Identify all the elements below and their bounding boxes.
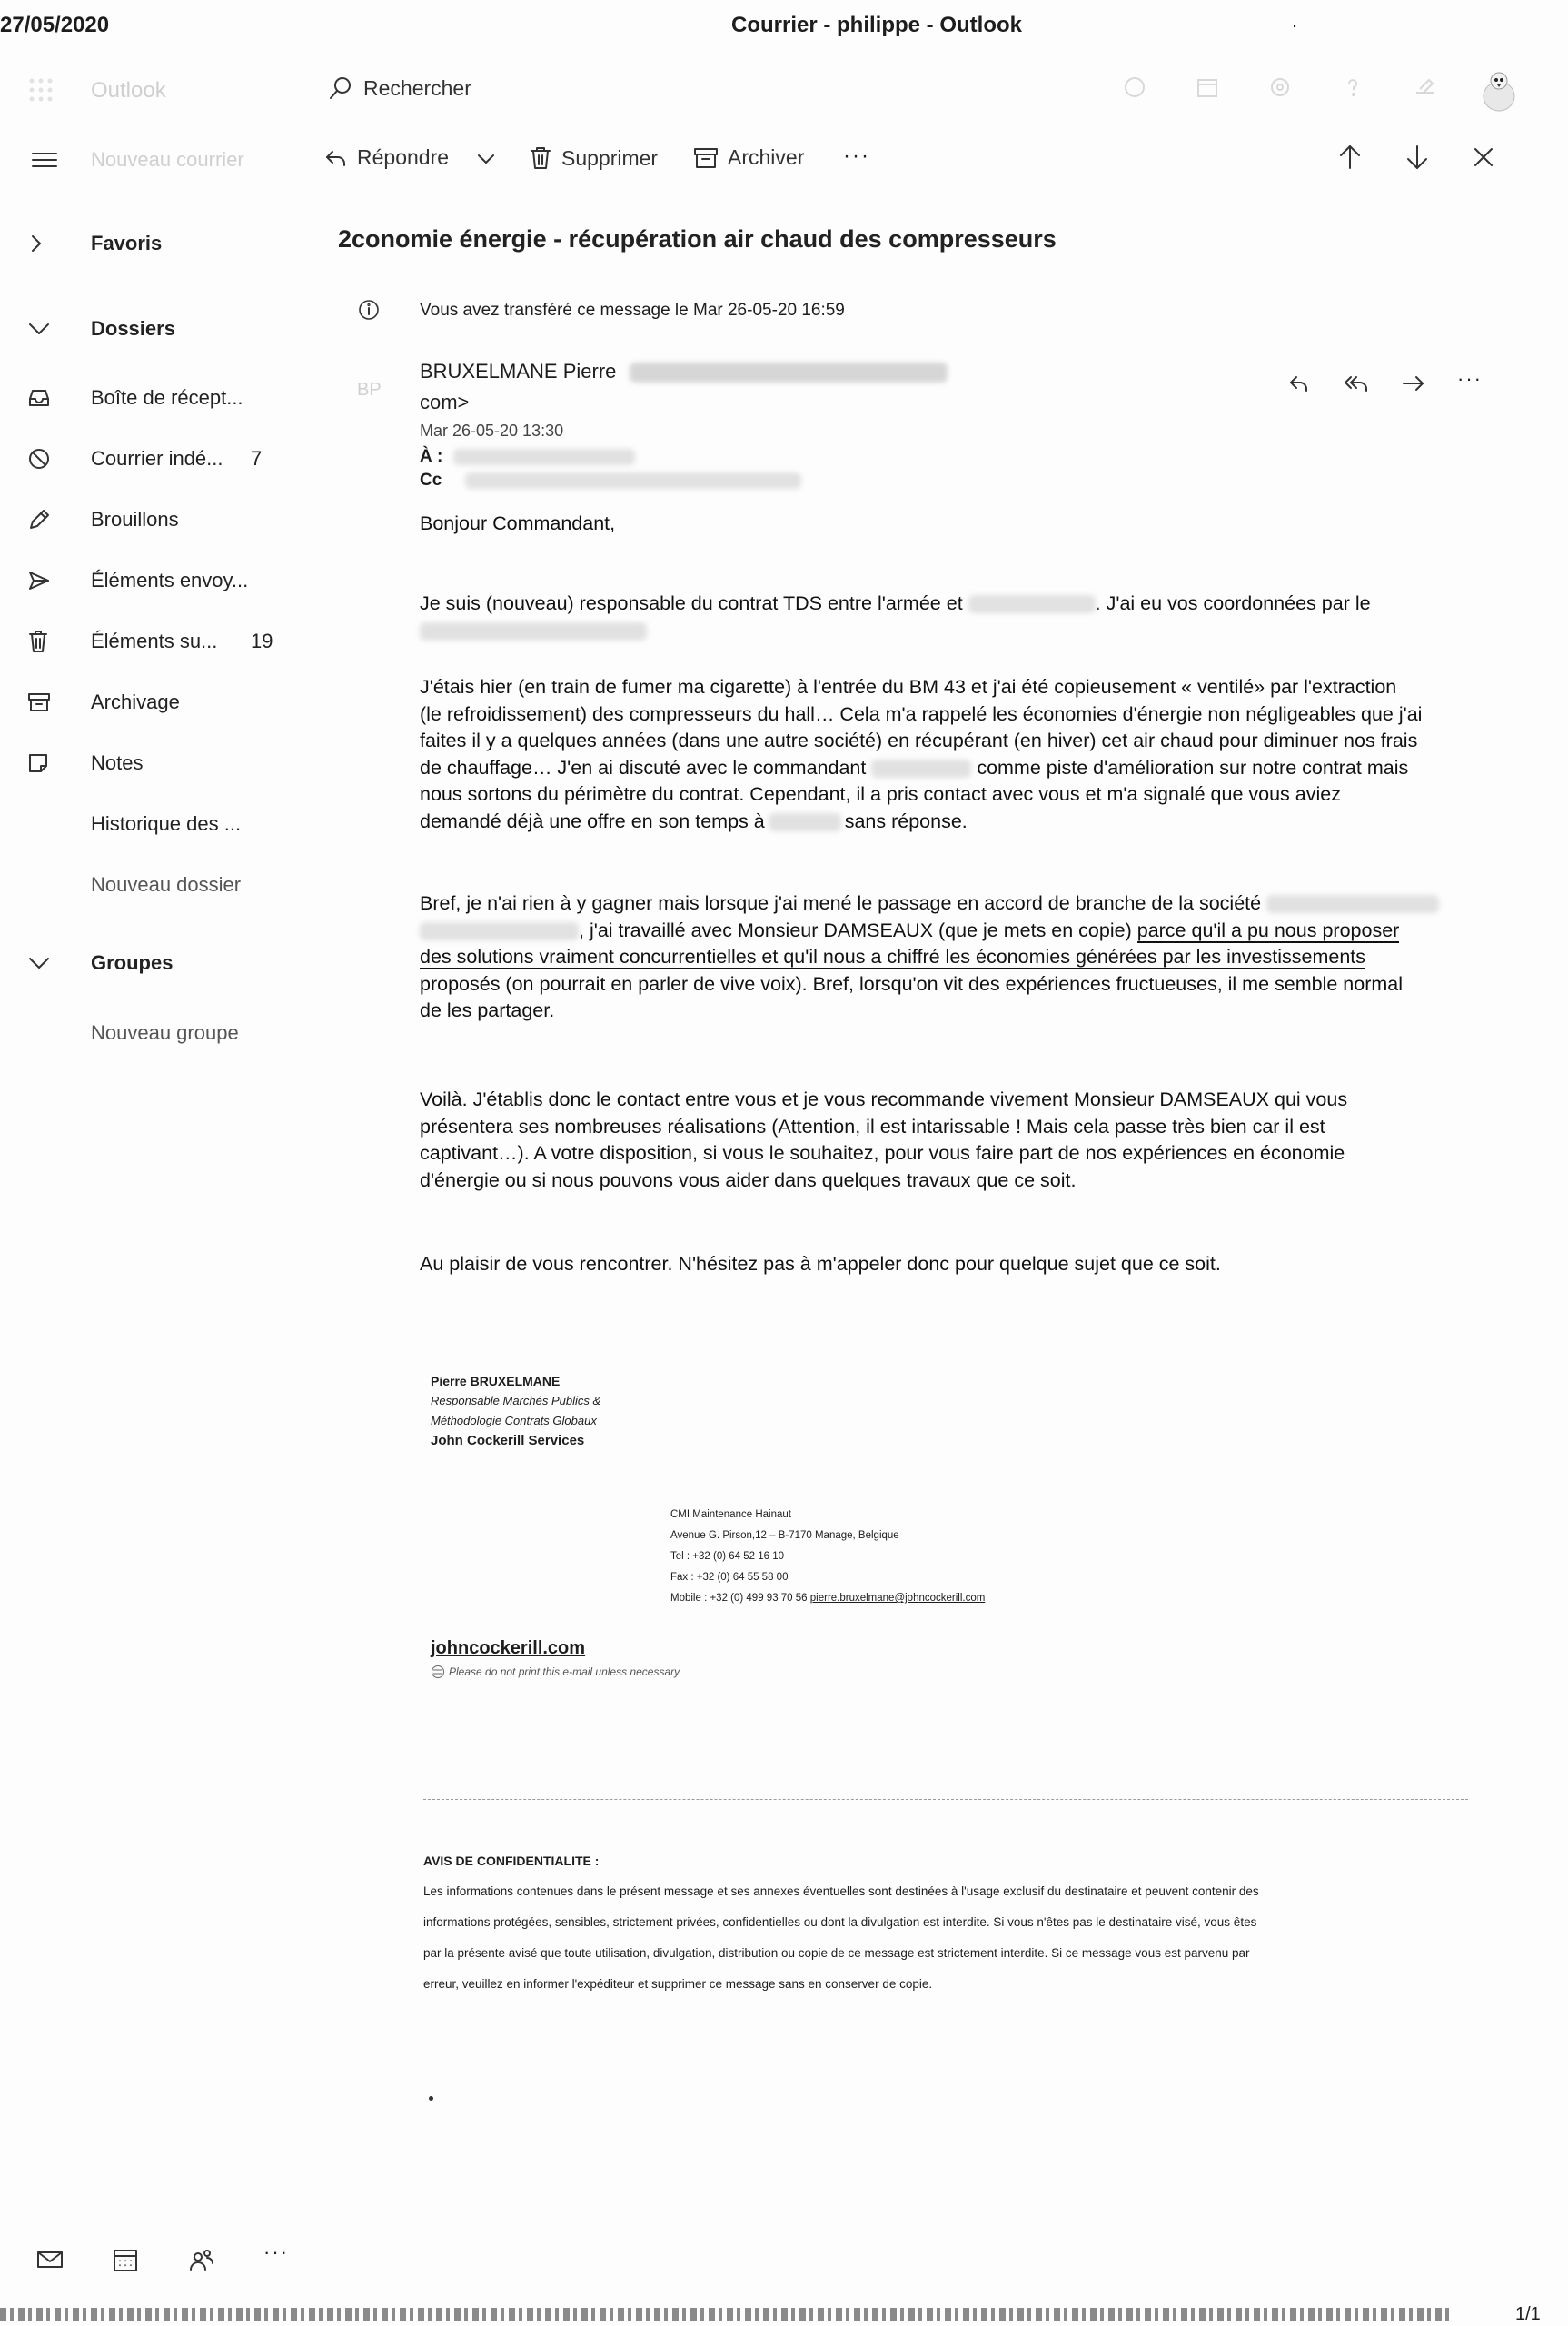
sender-name: BRUXELMANE Pierre xyxy=(420,360,617,383)
paragraph-2 xyxy=(420,674,1464,835)
mail-icon xyxy=(36,2249,64,2271)
paragraph-4 xyxy=(420,1087,1464,1194)
close-button[interactable] xyxy=(1472,145,1495,174)
p2-line: J'étais hier (en train de fumer ma cigarette) à l'entrée du BM 43 et j'ai été copieusement « ventilé» par l'extraction xyxy=(420,676,1397,698)
sidebar-item-label: Historique des ... xyxy=(91,812,242,835)
p2-line: (le refroidissement) des compresseurs du hall… Cela m'a rappelé les économies d'énergie non négligeables que j'ai xyxy=(420,702,1423,725)
sender-avatar: BP xyxy=(357,380,382,400)
p3-line: de les partager. xyxy=(420,999,555,1021)
redacted-cc xyxy=(465,472,801,489)
to-field xyxy=(420,447,635,467)
p2-line-part: sans réponse. xyxy=(844,810,968,832)
help-icon[interactable] xyxy=(1340,75,1365,100)
new-group-label: Nouveau groupe xyxy=(91,1021,239,1044)
new-group-link[interactable] xyxy=(27,1015,300,1051)
archive-button[interactable] xyxy=(693,145,804,170)
print-date: 27/05/2020 xyxy=(0,13,110,37)
favorites-header[interactable] xyxy=(27,225,300,262)
search-box[interactable] xyxy=(327,75,471,102)
reply-icon xyxy=(324,146,348,170)
greeting: Bonjour Commandant, xyxy=(420,512,616,534)
stray-dot xyxy=(429,2096,433,2101)
p3-line: proposés (on pourrait en parler de vive voix). Bref, lorsqu'on vit des expériences fructueuses, il me semble normal xyxy=(420,972,1404,995)
sidebar-item-label: Archivage xyxy=(91,691,180,713)
redacted-email xyxy=(630,363,948,383)
skype-icon[interactable] xyxy=(1122,75,1147,100)
paragraph-1 xyxy=(420,591,1464,644)
chevron-down-icon xyxy=(475,148,497,170)
sidebar-item-inbox[interactable] xyxy=(27,380,300,416)
disclaimer-line: Les informations contenues dans le présent message et ses annexes éventuelles sont destinées à l'usage exclusif du destinataire et peuvent contenir des xyxy=(423,1884,1259,1898)
sidebar-item-notes[interactable] xyxy=(27,745,300,781)
search-label: Rechercher xyxy=(363,75,471,100)
website-link[interactable]: johncockerill.com xyxy=(431,1638,586,1658)
signature-name: Pierre BRUXELMANE xyxy=(431,1374,561,1388)
more-apps-button[interactable]: ··· xyxy=(263,2241,289,2263)
new-folder-link[interactable] xyxy=(27,867,300,903)
archive-icon xyxy=(693,146,719,170)
redacted-recipient xyxy=(453,449,635,465)
trash-icon xyxy=(27,629,49,654)
people-icon xyxy=(189,2247,214,2272)
send-icon xyxy=(27,570,51,591)
archive-icon xyxy=(27,691,51,713)
chevron-right-icon xyxy=(27,233,45,254)
p3-underlined: parce qu'il a pu nous proposer xyxy=(1136,919,1400,941)
company-address: Avenue G. Pirson,12 – B-7170 Manage, Belgique xyxy=(670,1530,899,1541)
previous-message-button[interactable] xyxy=(1337,144,1363,175)
sender-email-tail: com> xyxy=(420,391,470,413)
company-tel: Tel : +32 (0) 64 52 16 10 xyxy=(670,1551,784,1562)
disclaimer-line: informations protégées, sensibles, strictement privées, confidentielles ou dont la divulgation est interdite. Si vous n'êtes pas le destinataire visé, vous êtes xyxy=(423,1915,1257,1929)
print-note-text: Please do not print this e-mail unless necessary xyxy=(449,1665,680,1678)
signature-company: John Cockerill Services xyxy=(431,1433,585,1448)
redacted-name xyxy=(420,622,647,641)
calendar-icon[interactable] xyxy=(1195,75,1220,100)
signature-role: Méthodologie Contrats Globaux xyxy=(431,1414,597,1427)
message-date: Mar 26-05-20 13:30 xyxy=(420,422,564,440)
sidebar-item-label: Éléments su... xyxy=(91,630,218,652)
redacted-name xyxy=(871,760,971,778)
sidebar xyxy=(27,0,300,1090)
reply-options-dropdown[interactable] xyxy=(475,148,497,174)
p4-line: captivant…). A votre disposition, si vous le souhaitez, pour vous faire part de nos expériences en économie xyxy=(420,1142,1345,1164)
profile-avatar-icon xyxy=(1479,69,1519,113)
chevron-down-icon xyxy=(27,954,51,972)
p4-line: Voilà. J'établis donc le contact entre vous et je vous recommande vivement Monsieur DAMSEAUX qui vous xyxy=(420,1088,1348,1110)
disclaimer-text xyxy=(423,1876,1468,2000)
avatar[interactable] xyxy=(1479,69,1519,117)
sidebar-item-label: Notes xyxy=(91,751,144,774)
reply-button[interactable] xyxy=(324,145,449,170)
calendar-icon xyxy=(113,2247,138,2272)
page-number: 1/1 xyxy=(1515,2304,1541,2324)
sender-line[interactable] xyxy=(420,360,948,383)
url-line xyxy=(0,2308,1454,2321)
unread-count: 7 xyxy=(251,447,263,470)
app-name[interactable]: Outlook xyxy=(91,78,166,103)
note-icon xyxy=(27,752,49,774)
disclaimer-line: par la présente avisé que toute utilisation, divulgation, distribution ou copie de ce message est strictement interdite. Si ce message vous est parvenu par xyxy=(423,1946,1250,1960)
sidebar-item-deleted[interactable] xyxy=(27,623,300,660)
more-actions-button[interactable]: ··· xyxy=(843,144,870,168)
message-actions xyxy=(1288,367,1483,394)
arrow-down-icon xyxy=(1404,144,1430,171)
reply-icon[interactable] xyxy=(1288,373,1312,394)
calendar-nav-button[interactable] xyxy=(113,2247,138,2277)
p2-line-part: de chauffage… J'en ai discuté avec le commandant xyxy=(420,756,867,779)
sidebar-item-history[interactable] xyxy=(27,806,300,842)
blocked-icon xyxy=(27,447,51,471)
chevron-down-icon xyxy=(27,320,51,338)
favorites-label: Favoris xyxy=(91,232,163,254)
print-note xyxy=(431,1665,680,1679)
p2-line: nous sortons du périmètre du contrat. Cependant, il a pris contact avec vous et m'a signalé que vous aviez xyxy=(420,783,1341,805)
archive-label: Archiver xyxy=(728,145,805,169)
company-fax: Fax : +32 (0) 64 55 58 00 xyxy=(670,1572,789,1583)
p3-line-part: , j'ai travaillé avec Monsieur DAMSEAUX (que je mets en copie) xyxy=(579,919,1132,941)
redacted-company xyxy=(1266,895,1439,913)
sidebar-item-label: Éléments envoy... xyxy=(91,569,249,591)
company-site: CMI Maintenance Hainaut xyxy=(670,1509,791,1520)
reply-label: Répondre xyxy=(357,145,450,169)
p2-line: faites il y a quelques années (dans une autre société) en récupérant (en hiver) cet air chaud pour diminuer nos frais xyxy=(420,730,1418,751)
p1-text-b: . J'ai eu vos coordonnées par le xyxy=(1095,592,1371,614)
closing-line: Au plaisir de vous rencontrer. N'hésitez pas à m'appeler donc pour quelque sujet que ce soit. xyxy=(420,1253,1221,1275)
p4-line: présentera ses nombreuses réalisations (Attention, il est intarissable ! Mais cela passe très bien car il est xyxy=(420,1115,1325,1138)
p1-text-a: Je suis (nouveau) responsable du contrat TDS entre l'armée et xyxy=(420,592,963,614)
pencil-icon xyxy=(27,508,51,532)
people-nav-button[interactable] xyxy=(189,2247,214,2277)
p3-underlined: des solutions vraiment concurrentielles et qu'il nous a chiffré les économies générées par les investissements xyxy=(420,946,1366,968)
company-mobile: Mobile : +32 (0) 499 93 70 56 xyxy=(670,1593,808,1604)
message-subject: 2conomie énergie - récupération air chaud des compresseurs xyxy=(338,225,1057,253)
p3-line: Bref, je n'ai rien à y gagner mais lorsque j'ai mené le passage en accord de branche de la société xyxy=(420,892,1262,914)
sidebar-item-archive[interactable] xyxy=(27,684,300,721)
sidebar-item-drafts[interactable] xyxy=(27,502,300,538)
search-icon xyxy=(327,75,354,102)
redacted-company xyxy=(769,813,841,831)
trash-icon xyxy=(529,145,552,171)
print-title: Courrier - philippe - Outlook xyxy=(731,13,1022,37)
redacted-company xyxy=(420,922,579,940)
groups-header[interactable] xyxy=(27,945,300,981)
feedback-icon[interactable] xyxy=(1413,75,1438,100)
info-icon xyxy=(358,299,380,325)
paragraph-3 xyxy=(420,890,1464,1025)
cc-field xyxy=(420,471,801,491)
disclaimer-line: erreur, veuillez en informer l'expéditeur et supprimer ce message sans en conserver de copie. xyxy=(423,1977,933,1991)
sidebar-item-sent[interactable] xyxy=(27,562,300,599)
cc-label: Cc xyxy=(420,471,442,490)
globe-icon xyxy=(431,1665,445,1679)
print-dot: . xyxy=(1292,9,1298,32)
delete-button[interactable] xyxy=(529,145,658,171)
signature-block xyxy=(431,1371,600,1451)
signature-role: Responsable Marchés Publics & xyxy=(431,1394,601,1407)
header-actions xyxy=(1122,75,1438,100)
p2-line-part: comme piste d'amélioration sur notre contrat mais xyxy=(977,756,1409,779)
folders-header[interactable] xyxy=(27,311,300,347)
p4-line: d'énergie ou si nous pouvons vous aider dans quelques travaux que ce soit. xyxy=(420,1168,1077,1191)
forward-icon[interactable] xyxy=(1401,373,1426,394)
redacted-company xyxy=(968,595,1096,613)
to-label: À : xyxy=(420,447,443,466)
sidebar-item-label: Courrier indé... xyxy=(91,447,223,470)
delete-label: Supprimer xyxy=(561,145,659,170)
sidebar-item-label: Brouillons xyxy=(91,508,179,531)
signature-divider xyxy=(423,1799,1468,1800)
forward-notice: Vous avez transféré ce message le Mar 26-05-20 16:59 xyxy=(420,301,845,320)
p2-line-part: demandé déjà une offre en son temps à xyxy=(420,810,765,832)
next-message-button[interactable] xyxy=(1404,144,1430,175)
new-folder-label: Nouveau dossier xyxy=(91,873,242,896)
company-address-block xyxy=(670,1505,985,1609)
settings-icon[interactable] xyxy=(1267,75,1293,100)
reply-all-icon[interactable] xyxy=(1343,373,1370,394)
mail-nav-button[interactable] xyxy=(36,2249,64,2275)
close-icon xyxy=(1472,145,1495,169)
groups-label: Groupes xyxy=(91,951,174,974)
new-mail-button[interactable]: Nouveau courrier xyxy=(91,148,244,171)
disclaimer-title: AVIS DE CONFIDENTIALITE : xyxy=(423,1854,600,1868)
signature-email-link[interactable]: pierre.bruxelmane@johncockerill.com xyxy=(809,1593,986,1604)
unread-count: 19 xyxy=(251,630,273,652)
arrow-up-icon xyxy=(1337,144,1363,171)
sidebar-item-label: Boîte de récept... xyxy=(91,386,243,409)
message-more-button[interactable]: ··· xyxy=(1457,367,1483,390)
sidebar-item-junk[interactable] xyxy=(27,441,300,477)
inbox-icon xyxy=(27,387,51,409)
folders-label: Dossiers xyxy=(91,317,175,340)
